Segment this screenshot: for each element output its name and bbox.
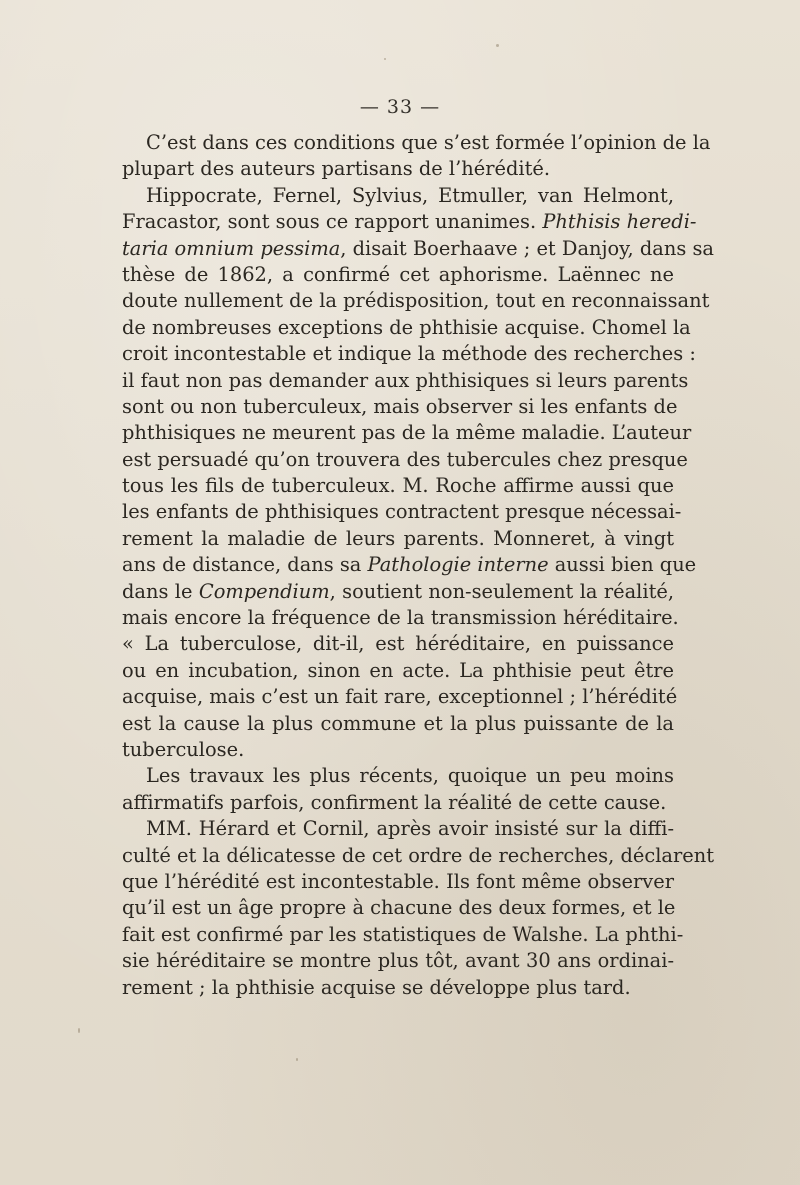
text-run: qu’il est un âge propre à chacune des deux formes, et le	[122, 896, 676, 920]
text-line	[122, 236, 714, 262]
text-line	[122, 579, 674, 605]
paper-speck	[296, 1058, 298, 1061]
text-line	[122, 288, 710, 314]
text-run: affirmatifs parfois, confirment la réalité de cette cause.	[122, 790, 667, 814]
text-line	[122, 183, 674, 209]
paper-speck	[384, 58, 386, 60]
text-run: C’est dans ces conditions que s’est formée l’opinion de la	[146, 131, 711, 154]
paper-speck	[496, 44, 499, 47]
text-line	[122, 368, 689, 394]
text-run: Fracastor, sont sous ce rapport unanimes.	[122, 210, 543, 234]
text-line	[122, 922, 684, 948]
text-line	[122, 130, 711, 156]
text-run: les enfants de phthisiques contractent presque nécessai-	[122, 500, 682, 524]
text-line	[122, 763, 674, 789]
text-run: , disait Boerhaave ; et Danjoy, dans sa	[340, 236, 714, 260]
text-line	[122, 631, 674, 657]
text-run: « La tuberculose, dit-il, est héréditaire, en puissance	[122, 632, 674, 656]
text-line	[122, 737, 674, 763]
text-run: croit incontestable et indique la méthode des recherches :	[122, 342, 696, 366]
text-line	[122, 711, 674, 737]
italic-text: Compendium	[198, 579, 330, 603]
text-line	[122, 895, 674, 921]
text-line	[122, 843, 714, 869]
text-run: Les travaux les plus récents, quoique un peu moins	[146, 764, 674, 788]
text-line	[122, 816, 674, 842]
text-line	[122, 869, 674, 895]
text-run: il faut non pas demander aux phthisiques si leurs parents	[122, 368, 689, 392]
text-line	[122, 341, 696, 367]
text-line	[122, 605, 679, 631]
text-run: ou en incubation, sinon en acte. La phthisie peut être	[122, 658, 674, 682]
paper-speck	[78, 1028, 80, 1033]
text-run: de nombreuses exceptions de phthisie acquise. Chomel la	[122, 315, 691, 339]
text-run: MM. Hérard et Cornil, après avoir insisté sur la diffi-	[146, 817, 674, 841]
text-run: Hippocrate, Fernel, Sylvius, Etmuller, van Helmont,	[146, 183, 674, 207]
text-run: ans de distance, dans sa	[122, 553, 368, 577]
page-number: — 33 —	[359, 96, 441, 118]
text-run: est la cause la plus commune et la plus puissante de la	[122, 711, 674, 735]
text-run: plupart des auteurs partisans de l’hérédité.	[122, 157, 551, 181]
text-line	[122, 209, 697, 235]
text-run: que l’hérédité est incontestable. Ils font même observer	[122, 869, 674, 893]
text-run: fait est confirmé par les statistiques de Walshe. La phthi-	[122, 922, 684, 946]
text-line	[122, 948, 674, 974]
text-run: doute nullement de la prédisposition, tout en reconnaissant	[122, 289, 710, 313]
text-line	[122, 658, 674, 684]
text-line	[122, 499, 682, 525]
italic-text: Pathologie interne	[367, 553, 549, 577]
text-run: thèse de 1862, a confirmé cet aphorisme. Laënnec ne	[122, 262, 674, 286]
text-run: acquise, mais c’est un fait rare, exceptionnel ; l’hérédité	[122, 685, 678, 709]
text-line	[122, 315, 691, 341]
text-line	[122, 790, 674, 816]
text-line	[122, 526, 674, 552]
text-run: rement ; la phthisie acquise se développe plus tard.	[122, 975, 631, 999]
text-line	[122, 262, 674, 288]
text-run: dans le	[122, 579, 199, 603]
text-run: phthisiques ne meurent pas de la même maladie. L’auteur	[122, 421, 692, 445]
text-line	[122, 394, 678, 420]
text-run: rement la maladie de leurs parents. Monneret, à vingt	[122, 526, 674, 550]
italic-text: taria omnium pessima	[122, 236, 341, 260]
text-line	[122, 975, 674, 1001]
body-text	[122, 130, 714, 1001]
text-run: sont ou non tuberculeux, mais observer si les enfants de	[122, 394, 678, 418]
text-run: sie héréditaire se montre plus tôt, avant 30 ans ordinai-	[122, 949, 674, 973]
text-line	[122, 473, 674, 499]
text-run: culté et la délicatesse de cet ordre de recherches, déclarent	[122, 843, 714, 867]
text-line	[122, 420, 692, 446]
text-run: est persuadé qu’on trouvera des tubercules chez presque	[122, 447, 688, 471]
text-run: tuberculose.	[122, 737, 245, 761]
text-line	[122, 552, 697, 578]
text-run: tous les fils de tuberculeux. M. Roche affirme aussi que	[122, 474, 674, 498]
text-run: aussi bien que	[548, 553, 697, 577]
text-line	[122, 156, 674, 182]
italic-text: Phthisis heredi-	[542, 210, 697, 234]
text-run: , soutient non-seulement la réalité,	[329, 579, 675, 603]
text-run: mais encore la fréquence de la transmission héréditaire.	[122, 606, 679, 630]
text-line	[122, 684, 678, 710]
text-line	[122, 447, 688, 473]
